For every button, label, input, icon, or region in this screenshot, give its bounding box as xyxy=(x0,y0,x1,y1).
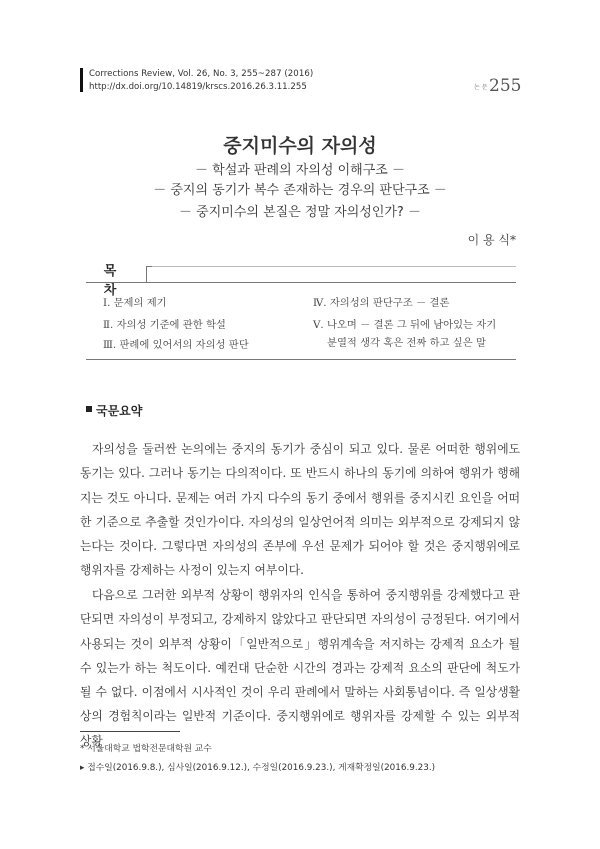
toc-item-5-continued: 분열적 생각 혹은 전짜 하고 싶은 말 xyxy=(327,337,486,349)
toc-heading: 목 차 xyxy=(103,264,129,298)
toc-heading-rule xyxy=(86,282,516,283)
footnote-dates: ▸ 접수일(2016.9.8.), 심사일(2016.9.12.), 수정일(2016.9.23.), 게재확정일(2016.9.23.) xyxy=(80,763,436,773)
subtitle-3: － 중지미수의 본질은 정말 자의성인가? － xyxy=(179,205,421,220)
author-name: 이 용 식* xyxy=(467,233,516,247)
section-bullet-icon xyxy=(86,406,92,412)
toc-bottom-rule xyxy=(86,359,516,360)
toc-item-3: Ⅲ. 판례에 있어서의 자의성 판단 xyxy=(103,339,249,351)
footnote-author-affiliation: * 서울대학교 법학전문대학원 교수 xyxy=(80,744,212,754)
article-type-mark: 논 문 xyxy=(474,84,488,91)
page-number: 255 xyxy=(489,76,522,96)
toc-item-4: Ⅳ. 자의성의 판단구조 － 결론 xyxy=(313,297,450,309)
header-accent-bar xyxy=(80,68,83,92)
toc-item-1: Ⅰ. 문제의 제기 xyxy=(103,297,167,309)
paper-title: 중지미수의 자의성 xyxy=(223,135,377,157)
toc-tab-divider xyxy=(146,266,153,283)
footnote-rule xyxy=(80,731,180,732)
abstract-heading: 국문요약 xyxy=(96,404,143,418)
journal-citation: Corrections Review, Vol. 26, No. 3, 255~287 (2016) xyxy=(89,69,314,79)
toc-item-2: Ⅱ. 자의성 기준에 관한 학설 xyxy=(103,319,226,331)
toc-top-rule xyxy=(152,266,516,267)
subtitle-2: － 중지의 동기가 복수 존재하는 경우의 판단구조 － xyxy=(153,183,447,198)
doi-link[interactable]: http://dx.doi.org/10.14819/krscs.2016.26.3.11.255 xyxy=(89,82,307,92)
toc-item-5: Ⅴ. 나오며 － 결론 그 뒤에 남아있는 자기 xyxy=(313,319,497,331)
abstract-paragraph-1: 자의성을 둘러싼 논의에는 중지의 동기가 중심이 되고 있다. 물론 어떠한 행위에도 동기는 있다. 그러나 동기는 다의적이다. 또 반드시 하나의 동기에 의하여 행위가 행해지는 것도 아니다. 문제는 여러 가지 다수의 동기 중에서 행위를 중지시킨 요인을 어떠한 기준으로 추출할 것인가이다. 자의성의 일상언어적 의미는 외부적으로 강제되지 않는다는 것이다. 그렇다면 자의성의 존부에 우선 문제가 되어야 할 것은 중지행위에로 행위자를 강제하는 사정이 있는지 여부이다. xyxy=(80,442,520,578)
abstract-paragraph-2: 다음으로 그러한 외부적 상황이 행위자의 인식을 통하여 중지행위를 강제했다고 판단되면 자의성이 부정되고, 강제하지 않았다고 판단되면 자의성이 긍정된다. 여기에서 사용되는 것이 외부적 상황이「일반적으로」행위계속을 저지하는 강제적 요소가 될 수 있는가 하는 척도이다. 예컨대 단순한 시간의 경과는 강제적 요소의 판단에 척도가 될 수 없다. 이점에서 시사적인 것이 우리 판례에서 말하는 사회통념이다. 즉 일상생활상의 경험칙이라는 일반적 기준이다. 중지행위에로 행위자를 강제할 수 있는 외부적 상황 xyxy=(80,588,520,748)
subtitle-1: － 학설과 판례의 자의성 이해구조 － xyxy=(195,163,405,178)
